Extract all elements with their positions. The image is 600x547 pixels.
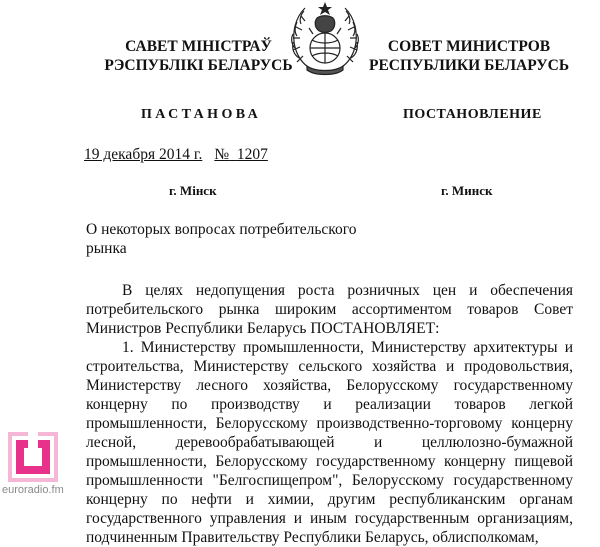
city-right: г. Минск (441, 183, 493, 198)
euroradio-logo-mark-icon (8, 432, 58, 482)
doc-type-left: ПАСТАНОВА (141, 107, 262, 122)
body-paragraph-2: 1. Министерству промышленности, Министерству архитектуры и строительства, Министерству сельского хозяйства и продовольствия, Министерству лесного хозяйства, Белорусскому государственному концерну по производству и реализации товаров легкой промышленности, Белорусскому производственно-торговому концерну лесной, деревообрабатывающей и целлюлозно-бумажной промышленности, Белорусскому государственному концерну пищевой промышленности "Белгоспищепром", Белорусскому государственному концерну по нефти и химии, другим республиканским органам государственного управления и иным государственным организациям, подчиненным Правительству Республики Беларусь, облисполкомам, (86, 339, 573, 546)
euroradio-logo (0, 429, 76, 503)
document-date: 19 декабря 2014 г. (84, 146, 203, 163)
header-left (101, 37, 296, 75)
document-subject: О некоторых вопросах потребительского рынка (86, 221, 357, 257)
header-right-line2: РЕСПУБЛИКИ БЕЛАРУСЬ (369, 57, 570, 74)
header-left-line1: САВЕТ МІНІСТРАЎ (125, 38, 272, 55)
euroradio-logo-text: euroradio.fm (2, 484, 64, 496)
header-left-line2: РЭСПУБЛІКІ БЕЛАРУСЬ (104, 57, 293, 74)
belarus-emblem-icon (283, 0, 367, 76)
doc-type-right: ПОСТАНОВЛЕНИЕ (403, 107, 542, 122)
header-right-line1: СОВЕТ МИНИСТРОВ (387, 38, 551, 55)
document-body (86, 281, 573, 547)
header-right (369, 37, 569, 75)
document-number: 1207 (236, 146, 268, 163)
body-paragraph-1: В целях недопущения роста розничных цен и обеспечения потребительского рынка широким ассортиментом товаров Совет Министров Республики Беларусь ПОСТАНОВЛЯЕТ: (86, 282, 573, 337)
number-sign: № (214, 146, 230, 163)
date-line (78, 146, 277, 164)
city-left: г. Мінск (169, 183, 217, 198)
